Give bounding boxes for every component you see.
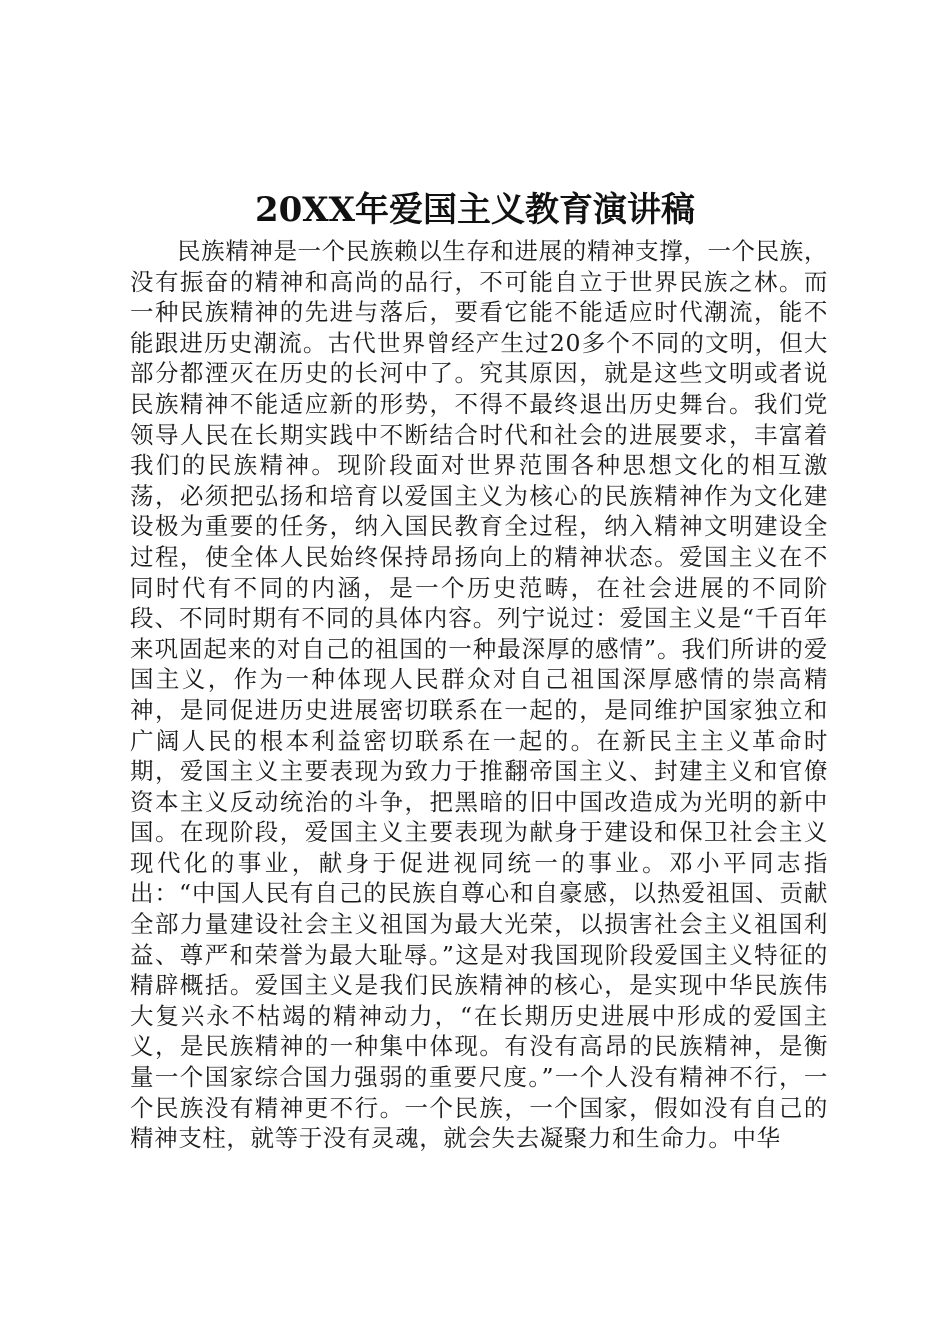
body-paragraph: 民族精神是一个民族赖以生存和进展的精神支撑，一个民族，没有振奋的精神和高尚的品行，不可能自立于世界民族之林。而一种民族精神的先进与落后，要看它能不能适应时代潮流，能不能跟进历史潮流。古代世界曾经产生过20多个不同的文明，但大部分都湮灭在历史的长河中了。究其原因，就是这些文明或者说民族精神不能适应新的形势，不得不最终退出历史舞台。我们党领导人民在长期实践中不断结合时代和社会的进展要求，丰富着我们的民族精神。现阶段面对世界范围各种思想文化的相互激荡，必须把弘扬和培育以爱国主义为核心的民族精神作为文化建设极为重要的任务，纳入国民教育全过程，纳入精神文明建设全过程，使全体人民始终保持昂扬向上的精神状态。爱国主义在不同时代有不同的内涵，是一个历史范畴，在社会进展的不同阶段、不同时期有不同的具体内容。列宁说过：爱国主义是“千百年来巩固起来的对自己的祖国的一种最深厚的感情”。我们所讲的爱国主义，作为一种体现人民群众对自己祖国深厚感情的崇高精神，是同促进历史进展密切联系在一起的，是同维护国家独立和广阔人民的根本利益密切联系在一起的。在新民主主义革命时期，爱国主义主要表现为致力于推翻帝国主义、封建主义和官僚资本主义反动统治的斗争，把黑暗的旧中国改造成为光明的新中国。在现阶段，爱国主义主要表现为献身于建设和保卫社会主义现代化的事业，献身于促进视同统一的事业。邓小平同志指出：“中国人民有自己的民族自尊心和自豪感，以热爱祖国、贡献全部力量建设社会主义祖国为最大光荣，以损害社会主义祖国利益、尊严和荣誉为最大耻辱。”这是对我国现阶段爱国主义特征的精辟概括。爱国主义是我们民族精神的核心，是实现中华民族伟大复兴永不枯竭的精神动力，“在长期历史进展中形成的爱国主义，是民族精神的一种集中体现。有没有高昂的民族精神，是衡量一个国家综合国力强弱的重要尺度。”一个人没有精神不行，一个民族没有精神更不行。一个民族，一个国家，假如没有自己的精神支柱，就等于没有灵魂，就会失去凝聚力和生命力。中华: [130, 237, 828, 1153]
document-title: 20XX年爱国主义教育演讲稿: [254, 190, 696, 230]
